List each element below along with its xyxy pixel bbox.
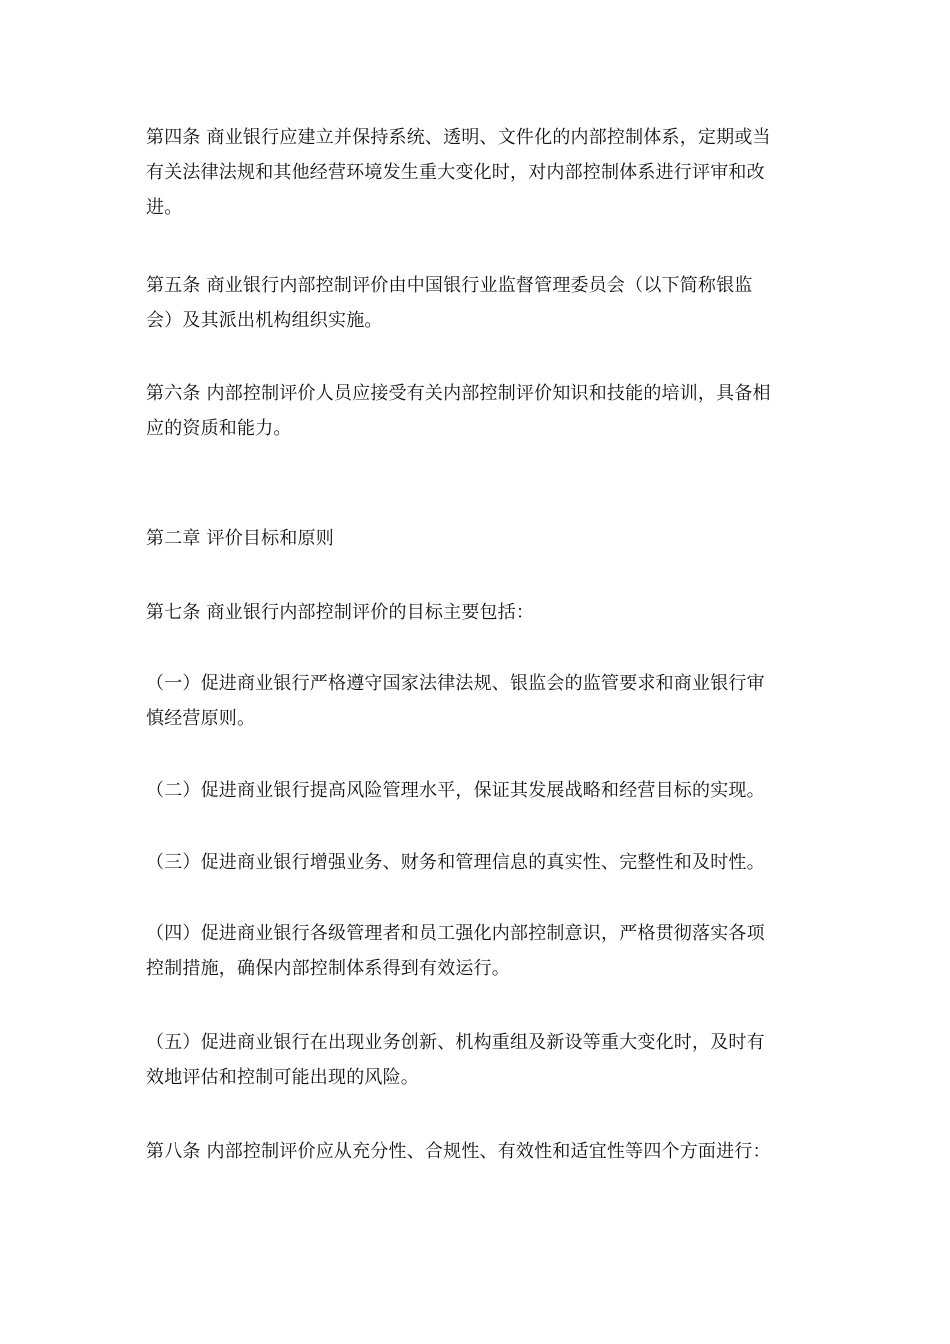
line: 应的资质和能力。 (146, 418, 292, 439)
line: 有关法律法规和其他经营环境发生重大变化时，对内部控制体系进行评审和改 (146, 162, 765, 183)
list-item-1 (146, 666, 816, 736)
line: 会）及其派出机构组织实施。 (146, 310, 383, 331)
line: 进。 (146, 197, 183, 218)
article-6 (146, 376, 816, 446)
line: （四）促进商业银行各级管理者和员工强化内部控制意识，严格贯彻落实各项 (146, 923, 765, 944)
article-8 (146, 1134, 816, 1169)
line: 效地评估和控制可能出现的风险。 (146, 1067, 419, 1088)
line: 控制措施，确保内部控制体系得到有效运行。 (146, 958, 510, 979)
line: 第四条 商业银行应建立并保持系统、透明、文件化的内部控制体系，定期或当 (146, 127, 771, 148)
list-item-2 (146, 773, 816, 808)
line: 第五条 商业银行内部控制评价由中国银行业监督管理委员会（以下简称银监 (146, 275, 753, 296)
article-5 (146, 268, 816, 338)
line: 第六条 内部控制评价人员应接受有关内部控制评价知识和技能的培训，具备相 (146, 383, 771, 404)
article-4 (146, 120, 816, 225)
chapter-2-heading (146, 521, 816, 556)
line: （一）促进商业银行严格遵守国家法律法规、银监会的监管要求和商业银行审 (146, 673, 765, 694)
line: 第八条 内部控制评价应从充分性、合规性、有效性和适宜性等四个方面进行： (146, 1141, 771, 1162)
line: 第七条 商业银行内部控制评价的目标主要包括： (146, 602, 535, 623)
line: （五）促进商业银行在出现业务创新、机构重组及新设等重大变化时，及时有 (146, 1032, 765, 1053)
line: 第二章 评价目标和原则 (146, 528, 334, 549)
line: （二）促进商业银行提高风险管理水平，保证其发展战略和经营目标的实现。 (146, 780, 765, 801)
list-item-4 (146, 916, 816, 986)
article-7 (146, 595, 816, 630)
line: 慎经营原则。 (146, 708, 256, 729)
list-item-5 (146, 1025, 816, 1095)
line: （三）促进商业银行增强业务、财务和管理信息的真实性、完整性和及时性。 (146, 852, 765, 873)
list-item-3 (146, 845, 816, 880)
